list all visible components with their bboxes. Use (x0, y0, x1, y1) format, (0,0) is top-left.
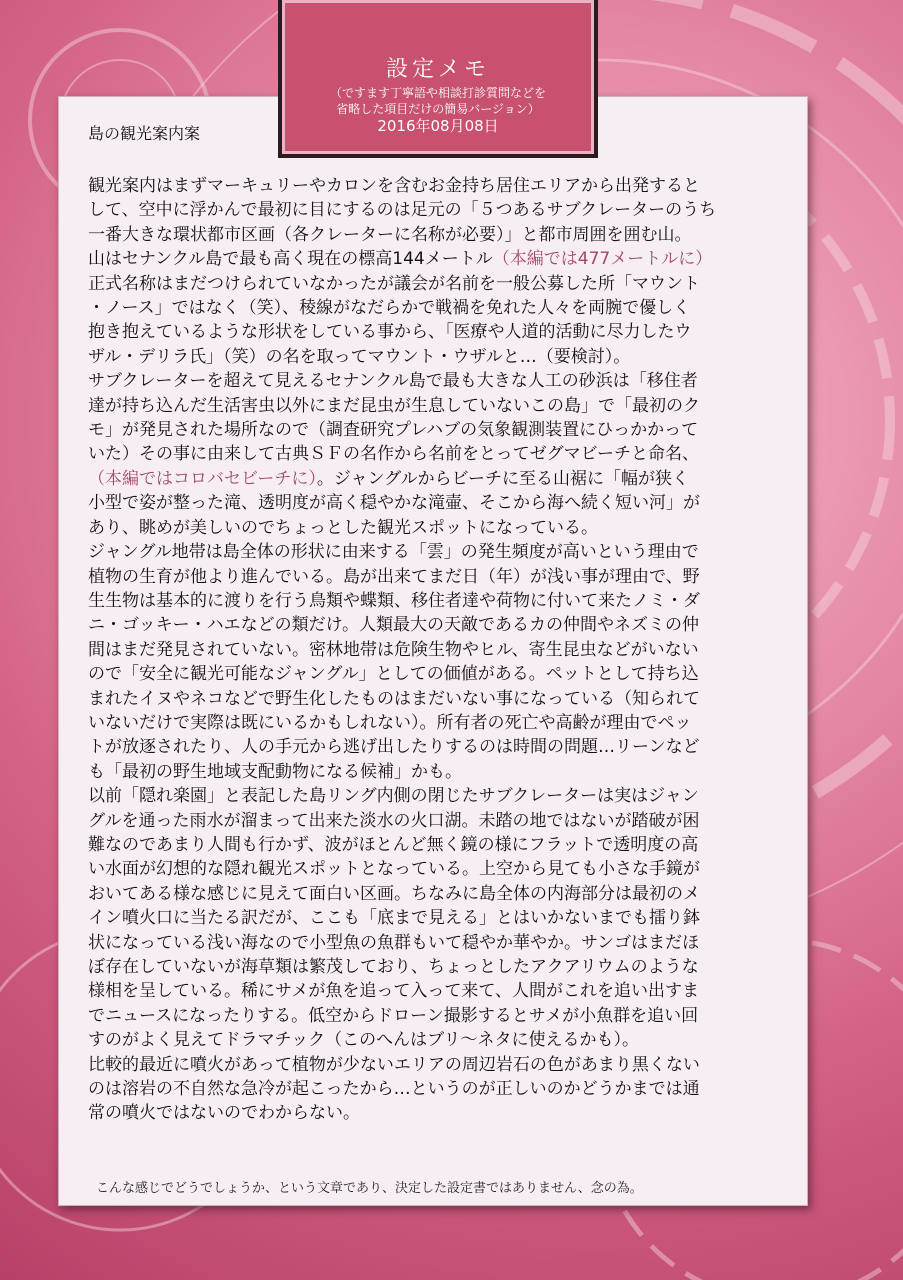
body-text-segment: 植物の生育が他より進んでいる。島が出来てまだ日（年）が浅い事が理由で、野 (88, 566, 700, 587)
body-line (88, 296, 800, 320)
body-text-segment: ザル・デリラ氏」（笑）の名を取ってマウント・ウザルと…（要検討）。 (88, 346, 631, 367)
body-line (88, 272, 800, 296)
body-text-segment: すのがよく見えてドラマチック（このへんはブリ～ネタに使えるかも）。 (88, 1030, 639, 1051)
body-text-segment: トが放逐されたり、人の手元から逃げ出したりするのは時間の問題…リーンなど (88, 737, 700, 758)
footnote: こんな感じでどうでしょうか、という文章であり、決定した設定書ではありません、念の為。 (96, 1181, 643, 1196)
body-line (88, 442, 800, 466)
body-line (88, 662, 800, 686)
body-line (88, 345, 800, 369)
body-line (88, 687, 800, 711)
highlighted-note: （本編では477メートルに） (492, 249, 713, 270)
body-line (88, 540, 800, 564)
body-text-segment: いないだけで実際は既にいるかもしれない）。所有者の死亡や高齢が理由でペッ (88, 712, 692, 733)
body-text-segment: ジャングル地帯は島全体の形状に由来する「雲」の発生頻度が高いという理由で (88, 542, 699, 563)
body-line (88, 418, 800, 442)
body-line (88, 613, 800, 637)
body-text-segment: 状になっている浅い海なので小型魚の魚群もいて穏やか華やか。サンゴはまだほ (88, 932, 700, 953)
body-text-segment: ニ・ゴッキー・ハエなどの類だけ。人類最大の天敵であるカの仲間やネズミの仲 (88, 615, 699, 636)
body-line (88, 198, 800, 222)
body-line (88, 1053, 800, 1077)
body-text-segment: 様相を呈している。稀にサメが魚を追って入って来て、人間がこれを追い出すま (88, 981, 699, 1002)
body-text-segment: ・ノース」ではなく（笑）、稜線がなだらかで戦禍を免れた人々を両腕で優しく (88, 298, 691, 319)
body-text-segment: のは溶岩の不自然な急冷が起こったから…というのが正しいのかどうかまでは通 (88, 1079, 700, 1100)
body-text-segment: 比較的最近に噴火があって植物が少ないエリアの周辺岩石の色があまり黒くない (88, 1054, 700, 1075)
body-text-segment: 。ジャングルからビーチに至る山裾に「幅が狭く (316, 468, 689, 489)
body-line (88, 784, 800, 808)
body-line (88, 760, 800, 784)
document-body (88, 174, 800, 1126)
body-text-segment: 常の噴火ではないのでわからない。 (88, 1103, 360, 1124)
body-line (88, 247, 800, 271)
body-line (88, 833, 800, 857)
body-text-segment: 生生物は基本的に渡りを行う鳥類や蝶類、移住者達や荷物に付いて来たノミ・ダ (88, 590, 700, 611)
body-line (88, 565, 800, 589)
body-line (88, 516, 800, 540)
body-text-segment: 小型で姿が整った滝、透明度が高く穏やかな滝壷、そこから海へ続く短い河」が (88, 493, 700, 514)
memo-subtitle-line1: （ですます丁寧語や相談打診質問などを (329, 86, 546, 100)
body-line (88, 320, 800, 344)
highlighted-note: （本編ではコロバセビーチに） (88, 468, 317, 489)
body-text-segment: まれたイヌやネコなどで野生化したものはまだいない事になっている（知られて (88, 688, 700, 709)
body-text-segment: イン噴火口に当たる訳だが、ここも「底まで見える」とはいかないまでも擂り鉢 (88, 908, 700, 929)
body-line (88, 1101, 800, 1125)
body-text-segment: い水面が幻想的な隠れ観光スポットとなっている。上空から見ても小さな手鏡が (88, 859, 700, 880)
body-line (88, 1004, 800, 1028)
body-line (88, 491, 800, 515)
body-text-segment: も「最初の野生地域支配動物になる候補」かも。 (88, 761, 462, 782)
body-text-segment: 難なのであまり人間も行かず、波がほとんど無く鏡の様にフラットで透明度の高 (88, 834, 699, 855)
body-line (88, 174, 800, 198)
body-line (88, 882, 800, 906)
body-text-segment: でニュースになったりする。低空からドローン撮影するとサメが小魚群を追い回 (88, 1005, 699, 1026)
body-line (88, 809, 800, 833)
body-line (88, 1028, 800, 1052)
body-line (88, 1077, 800, 1101)
body-text-segment: おいてある様な感じに見えて面白い区画。ちなみに島全体の内海部分は最初のメ (88, 883, 700, 904)
body-line (88, 857, 800, 881)
body-text-segment: サブクレーターを超えて見えるセナンクル島で最も大きな人工の砂浜は「移住者 (88, 371, 698, 392)
body-text-segment: いた）その事に由来して古典ＳＦの名作から名前をとってゼグマビーチと命名、 (88, 444, 699, 465)
body-text-segment: あり、眺めが美しいのでちょっとした観光スポットになっている。 (88, 517, 598, 538)
body-line (88, 735, 800, 759)
body-text-segment: ぼ存在していないが海草類は繁茂しており、ちょっとしたアクアリウムのような (88, 957, 699, 977)
header-box (278, 0, 598, 158)
body-text-segment: 一番大きな環状都市区画（各クレーターに名称が必要）」と都市周囲を囲む山。 (88, 224, 692, 245)
document-heading: 島の観光案内案 (88, 124, 201, 143)
body-text-segment: モ」が発見された場所なので（調査研究プレハブの気象観測装置にひっかかって (88, 420, 699, 441)
body-line (88, 931, 800, 955)
body-text-segment: 間はまだ発見されていない。密林地帯は危険生物やヒル、寄生昆虫などがいない (88, 639, 699, 660)
body-line (88, 467, 800, 491)
body-text-segment: して、空中に浮かんで最初に目にするのは足元の「５つあるサブクレーターのうち (88, 200, 717, 221)
memo-subtitle-line2: 省略した項目だけの簡易バージョン） (336, 102, 540, 116)
body-line (88, 394, 800, 418)
body-text-segment: 以前「隠れ楽園」と表記した島リング内側の閉じたサブクレーターは実はジャン (88, 786, 699, 807)
body-line (88, 906, 800, 930)
body-line (88, 711, 800, 735)
body-line (88, 589, 800, 613)
body-line (88, 223, 800, 247)
body-line (88, 638, 800, 662)
body-text-segment: 抱き抱えているような形状をしている事から、「医療や人道的活動に尽力したウ (88, 322, 692, 343)
body-text-segment: 正式名称はまだつけられていなかったが議会が名前を一般公募した所「マウント (88, 273, 700, 294)
body-text-segment: 観光案内はまずマーキュリーやカロンを含むお金持ち居住エリアから出発すると (88, 176, 700, 196)
body-text-segment: 達が持ち込んだ生活害虫以外にまだ昆虫が生息していないこの島」で「最初のク (88, 395, 700, 416)
body-line (88, 979, 800, 1003)
body-text-segment: グルを通った雨水が溜まって出来た淡水の火口湖。未踏の地ではないが踏破が困 (88, 810, 700, 831)
memo-title: 設定メモ (385, 57, 490, 82)
body-text-segment: 山はセナンクル島で最も高く現在の標高144メートル (88, 249, 493, 270)
body-text-segment: ので「安全に観光可能なジャングル」としての価値がある。ペットとして持ち込 (88, 664, 699, 685)
memo-date: 2016年08月08日 (377, 117, 499, 135)
body-line (88, 369, 800, 393)
body-line (88, 955, 800, 979)
